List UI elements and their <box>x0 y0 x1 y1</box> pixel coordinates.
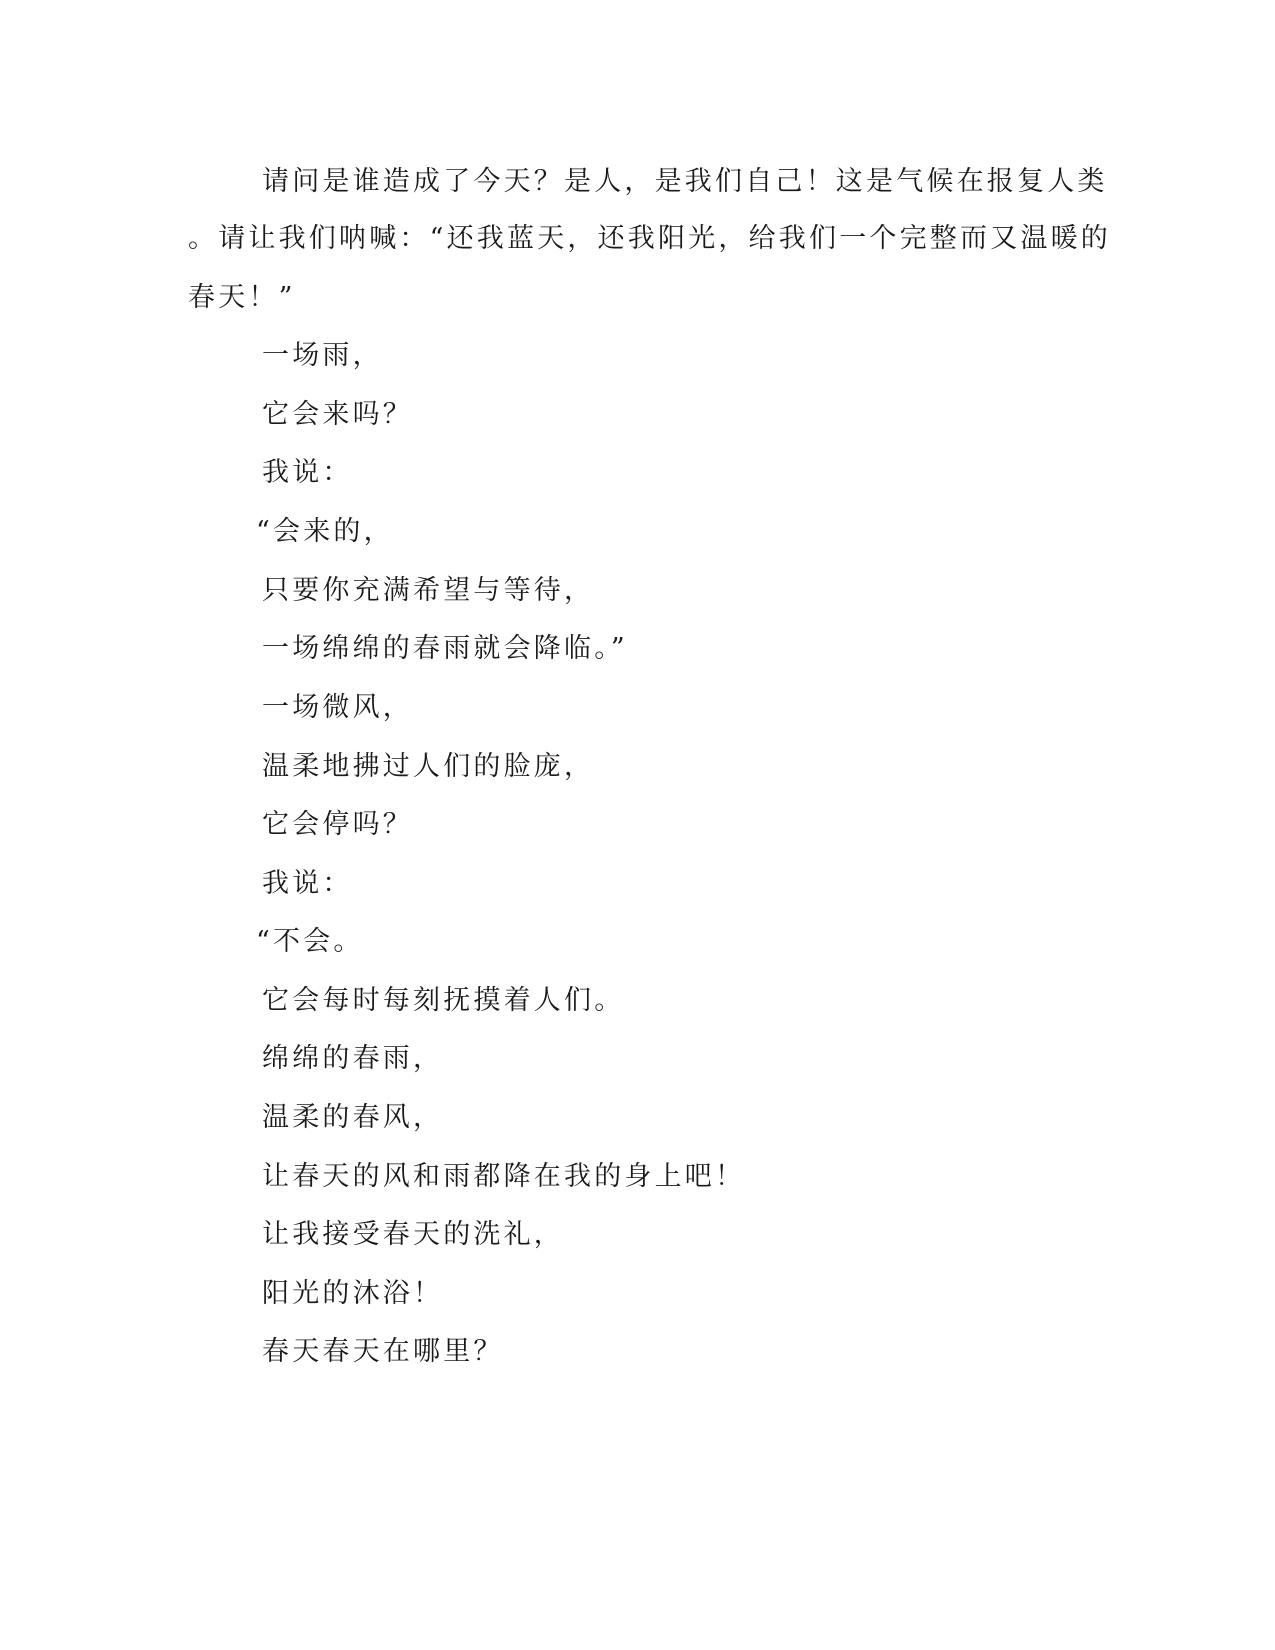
poem-line-7: 一场微风， <box>262 692 413 723</box>
poem-line-11: “不会。 <box>256 926 364 957</box>
paragraph-line-3: 春天！” <box>188 282 296 313</box>
poem-line-2: 它会来吗？ <box>262 399 413 430</box>
poem-line-9: 它会停吗？ <box>262 809 413 840</box>
poem-line-3: 我说： <box>262 457 353 488</box>
poem-line-18: 春天春天在哪里？ <box>262 1336 504 1367</box>
poem-line-5: 只要你充满希望与等待， <box>262 575 595 606</box>
paragraph-line-1: 请问是谁造成了今天？是人，是我们自己！这是气候在报复人类 <box>262 166 1108 197</box>
poem-line-12: 它会每时每刻抚摸着人们。 <box>262 985 625 1016</box>
poem-line-13: 绵绵的春雨， <box>262 1043 444 1074</box>
poem-line-15: 让春天的风和雨都降在我的身上吧！ <box>262 1161 746 1192</box>
poem-line-16: 让我接受春天的洗礼， <box>262 1219 564 1250</box>
poem-line-10: 我说： <box>262 868 353 899</box>
poem-line-8: 温柔地拂过人们的脸庞， <box>262 751 595 782</box>
paragraph-line-2: 。请让我们呐喊：“还我蓝天，还我阳光，给我们一个完整而又温暖的 <box>188 223 1112 254</box>
poem-line-4: “会来的， <box>256 516 394 547</box>
poem-line-1: 一场雨， <box>262 340 383 371</box>
poem-line-17: 阳光的沐浴！ <box>262 1278 444 1309</box>
poem-line-14: 温柔的春风， <box>262 1102 444 1133</box>
poem-line-6: 一场绵绵的春雨就会降临。” <box>262 633 628 664</box>
